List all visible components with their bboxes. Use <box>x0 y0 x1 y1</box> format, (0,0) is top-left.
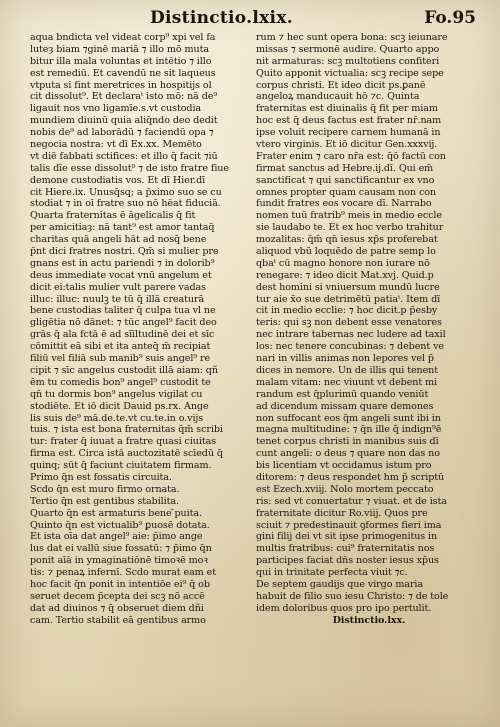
text-line: bis licentiam vt occidamus istum pro <box>256 460 432 472</box>
text-line: charitas quā angeli hāt ad nosq̄ bene <box>30 234 207 246</box>
text-line: deus immediate vocat vnū angelum et <box>30 269 212 281</box>
text-line: angeloꝝ manducauit hō ⁊c. Quinta <box>256 91 420 103</box>
text-line: nobis de⁹ ad laborādū ⁊ faciendū opa ⁊ <box>30 127 214 139</box>
text-line: stodiat ⁊ in oī fratre suo nō hēat fiduciā. <box>30 198 221 210</box>
text-line: De septem gaudijs que virgo maria <box>256 578 424 590</box>
text-line: aliquod vbū loquēdo de patre semp lo <box>256 246 436 258</box>
text-line: renegare: ⁊ ideo dicit Mat.xvj. Quid.p <box>256 269 434 281</box>
text-line: dat ad diuinos ⁊ q̄ obseruet diem dñi <box>30 602 204 614</box>
text-line: bene custodias taliter q̄ culpa tua vl ne <box>30 305 216 317</box>
text-line: magna multitudine: ⁊ q̄n ille q̄ indign⁹ē <box>256 424 442 436</box>
text-line: p̄nt dici fratres nostri. Qm̄ si mulier pre <box>30 246 219 258</box>
text-line: participes faciat dn̄s noster iesus xp̄us <box>256 555 439 567</box>
text-line: teris: qui sꝫ non debent esse venatores <box>256 317 442 329</box>
text-line: stodiēte. Et iō dicit Dauid ps.rx. Ange <box>30 400 209 412</box>
text-line: gini filij dei vt sit ipse primogenitus in <box>256 531 438 543</box>
right-column <box>256 32 482 627</box>
text-line: ligauit nos vno ligamīe.s.vt custodia <box>30 103 202 115</box>
text-line: ēm tu comedis bon⁹ angel⁹ custodit te <box>30 376 211 388</box>
text-line: multis fratribus: cui⁹ fraternitatis nos <box>256 543 435 555</box>
text-line: los: nec tenere concubinas: ⁊ debent ve <box>256 341 444 353</box>
text-line: mozalitas: q̄m̄ qn̄ iesus xp̄s proferebat <box>256 234 438 246</box>
text-line: mundiem diuinū quia aliq̄ndo deo dedit <box>30 115 218 127</box>
text-line: nec intrare tabernas nec ludere ad taxil <box>256 329 446 341</box>
text-line: vtputa si fint meretrices in hospitijs ol <box>30 79 212 91</box>
text-line: qbaᵗ cū magno honore non iurare nō <box>256 257 430 269</box>
text-line: Scdo q̄n est muro firmo ornata. <box>30 483 180 495</box>
text-line: grās q̄ ala fctā ē ad sīīltudinē dei et sīc <box>30 329 215 341</box>
text-line: cipit ⁊ sīc angelus custodit illā aiam: qñ <box>30 364 218 376</box>
text-line: omnes propter quam causam non con <box>256 186 436 198</box>
text-line: tur: frater q̄ iuuat a fratre quasi ciuitas <box>30 436 217 448</box>
text-line: seruet decem p̄cepta dei scꝫ nō accē <box>30 590 205 602</box>
text-line: gligētia nō dānet: ⁊ tūc angel⁹ facit deo <box>30 317 217 329</box>
text-line: tur aie x̄o sue detrimētū patiaᵗ. Item dī <box>256 293 441 305</box>
text-line: bitur illa mala voluntas et intētio ⁊ illo <box>30 55 212 67</box>
text-line: est remediū. Et cavendū ne sit laqueus <box>30 67 216 79</box>
text-line: habuit de filio suo iesu Christo: ⁊ de tole <box>256 590 449 602</box>
text-line: idem doloribus quos pro ipo pertulit. <box>256 602 432 614</box>
text-line: fundit fratres eos vocare dī. Narrabo <box>256 198 432 210</box>
text-line: gnans est in actu pariendi ⁊ in dolorib⁹ <box>30 257 215 269</box>
text-line: firma est. Circa istā auctozitatē scīedū q̄ <box>30 448 223 460</box>
text-line: fraternitas est diuinalis q̄ fit per miam <box>256 103 438 115</box>
text-line: firmat sanctus ad Hebre.ij.dī. Qui em̄ <box>256 162 434 174</box>
text-line: talis dīe esse dissolut⁹ ⁊ de isto fratre fiue <box>30 162 229 174</box>
text-line: nit armaturas: scꝫ multotiens confiteri <box>256 55 440 67</box>
text-line: Primo q̄n est fossatis circuita. <box>30 471 172 483</box>
text-line: est Ezech.xviij. Nolo mortem peccato <box>256 483 434 495</box>
text-line: lus dat ei vallū siue fossatū: ⁊ p̄imo q̄n <box>30 543 212 555</box>
text-line: Quito apponit victualia: scꝫ recipe sepe <box>256 67 444 79</box>
text-line: cit in medio ecclie: ⁊ hoc dicit.p p̄esby <box>256 305 438 317</box>
text-line: per amicitiaȝ: nā tant⁹ est amor tantaq̄ <box>30 222 215 234</box>
text-line: ponit aīā in ymaginatiōnē timoꝛē moꝛ <box>30 555 208 567</box>
text-line: sanctificat ⁊ qui sanctificantur ex vno <box>256 174 435 186</box>
section-heading: Distinctio.lxx. <box>332 614 406 626</box>
text-line: hoc facit q̄n ponit in intentiōe ei⁹ q̄ ob <box>30 578 210 590</box>
text-line: tuis. ⁊ ista est bona fraternitas q̄m̄ scribi <box>30 424 223 436</box>
text-line: sciuit ⁊ predestinauit ꝯformes fieri ima <box>256 519 442 531</box>
text-line: ipse voluit recipere carnem humanā in <box>256 127 441 139</box>
left-column <box>30 32 240 627</box>
text-line: rum ⁊ hec sunt opera bona: scꝫ ieiunare <box>256 32 448 43</box>
text-line: ris: sed vt conuertatur ⁊ viuat. et de ista <box>256 495 447 507</box>
text-line: ditorem: ⁊ deus respondet h̄m p̄ scriptū <box>256 471 445 483</box>
text-line: hoc est q̄ deus factus est frater nr̄.nam <box>256 115 442 127</box>
text-line: cit dissolut⁹. Et declaraᵗ isto mō: nā de⁹ <box>30 91 218 103</box>
text-line: qui in trinitate perfecta viuit ⁊c. <box>256 567 408 579</box>
text-line: vtero virginis. Et iō dicitur Gen.xxxvij. <box>256 139 438 151</box>
running-head: Distinctio.lxix. <box>150 8 293 28</box>
text-line: dicit ei:talis mulier vult parere vadas <box>30 281 206 293</box>
text-line: cōmittit eā sibi et ita anteq̄ m̄ recipiat <box>30 341 211 353</box>
text-line: non suffocant eos q̄m angeli sunt ibi in <box>256 412 441 424</box>
text-line: Et ista oīa dat angel⁹ aie: p̄imo ange <box>30 531 203 543</box>
text-line: quinq; sūt q̄ faciunt ciuitatem firmam. <box>30 460 212 472</box>
text-line: missas ⁊ sermonē audire. Quarto appo <box>256 43 440 55</box>
text-line: negocia nostra: vt dī Ex.xx. Memēto <box>30 139 202 151</box>
text-line: dices in nemore. Un de illis qui tenent <box>256 364 439 376</box>
text-line: ad dicendum missam quare demones <box>256 400 434 412</box>
text-line: corpus christi. Et ideo dicit ps.ꝑanē <box>256 79 426 91</box>
text-line: filiū vel filiā sub manib⁹ suis angel⁹ re <box>30 353 211 365</box>
text-line: randum est q̄plurimū quando veniūt <box>256 388 429 400</box>
text-line: Quarto q̄n est armaturis bene ̄puita. <box>30 507 202 519</box>
text-line: Quinto q̄n est victualib⁹ ꝑuosē dotata. <box>30 519 210 531</box>
text-line: nomen tuū fratrib⁹ meis in medio eccle <box>256 210 442 222</box>
text-line: nari in villis animas non lepores vel p̄ <box>256 353 434 365</box>
text-line: demone custodiatis vos. Et dī Hier.dī <box>30 174 206 186</box>
text-line: Frater enim ⁊ caro nr̄a est: q̄ō factū con <box>256 150 446 162</box>
folio-number: Fo.95 <box>424 8 476 28</box>
text-line: tenet corpus christi in manibus suis dī <box>256 436 439 448</box>
text-line: sie laudabo te. Et ex hoc verbo trahitur <box>256 222 444 234</box>
text-line: vt diē fabbati sctifices: et illo q̄ facit ⁊iū <box>30 150 218 162</box>
text-line: dest homini si vniuersum mundū lucre <box>256 281 440 293</box>
text-line: tis: ⁊ penaꝝ infernī. Scdo murat eam et <box>30 567 216 579</box>
text-line: qn̄ tu dormis bon⁹ angelus vigilat cu <box>30 388 203 400</box>
text-line: illuc: illuc: nuulꝫ te tū q̄ illā creaturā <box>30 293 205 305</box>
text-line: cunt angeli: o deus ⁊ quare non das no <box>256 448 440 460</box>
text-line: aqua bndicta vel videat corp⁹ xpi vel fa <box>30 32 216 43</box>
text-line: Tertio q̄n est gentibus stabilita. <box>30 495 179 507</box>
text-line: cam. Tertio stabilit eā gentibus armo <box>30 614 206 626</box>
text-line: cit Hiere.ix. Unusq̄sq; a p̄ximo suo se cu <box>30 186 222 198</box>
text-line: malam vitam: nec viuunt vt debent mi <box>256 376 438 388</box>
text-line: luteȝ biam ⁊ginē mariā ⁊ illo mō muta <box>30 43 209 55</box>
text-line: fraternitate dicitur Ro.viij. Quos pre <box>256 507 428 519</box>
text-line: Quarta fraternitas ē āgelicalis q̄ fit <box>30 210 196 222</box>
text-line: lis suis de⁹ mā.de.te.vt cu.te.in o.vijs <box>30 412 204 424</box>
